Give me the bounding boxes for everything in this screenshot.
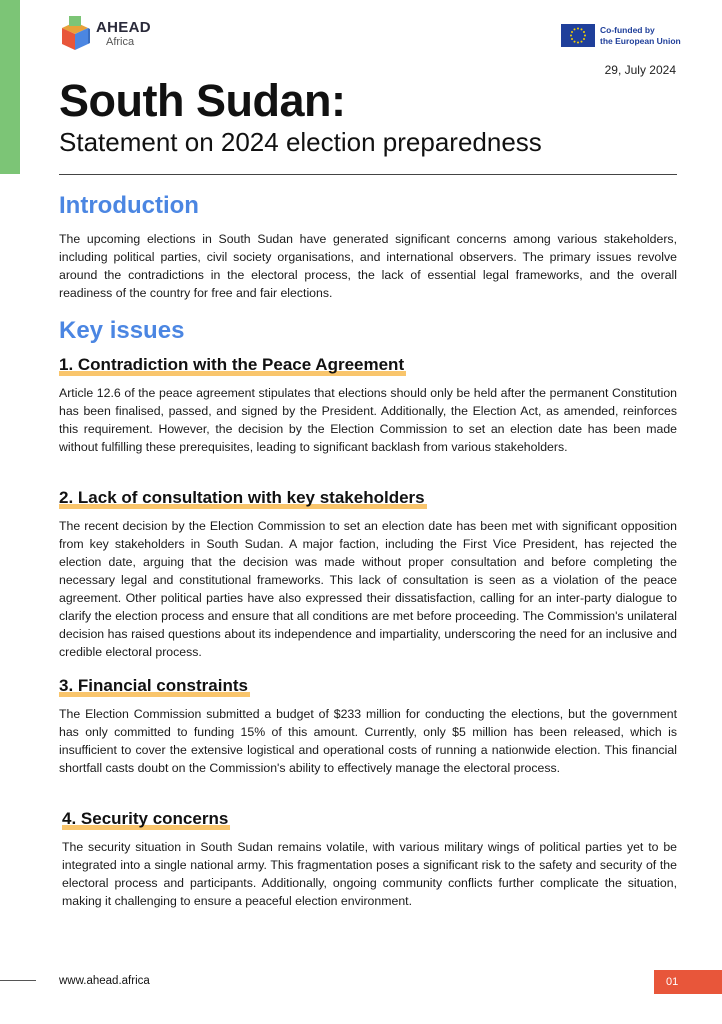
eu-badge-line-2: the European Union — [600, 35, 681, 46]
issue-1-heading-text: 1. Contradiction with the Peace Agreement — [59, 355, 405, 374]
logo-subtitle: Africa — [106, 36, 135, 48]
footer-website-link[interactable]: www.ahead.africa — [59, 975, 150, 987]
issue-1-paragraph: Article 12.6 of the peace agreement stipulates that elections should only be held after the permanent Constitution has been finalised, passed, and signed by the President. Additionally, the Election Act, as amended, reinforces this requirement. However, the decision by the Election Commission to set an election date has been made without fulfilling these prerequisites, leading to significant backlash from various stakeholders. — [59, 386, 677, 454]
issue-3-heading — [59, 676, 250, 696]
issue-1-heading — [59, 355, 406, 375]
issue-2-heading-text: 2. Lack of consultation with key stakeholders — [59, 488, 425, 507]
issue-3-heading-text: 3. Financial constraints — [59, 676, 248, 695]
issue-2-paragraph: The recent decision by the Election Commission to set an election date has been met with significant opposition from key stakeholders in South Sudan. A major faction, including the First Vice President, has rejected the election date, arguing that the decision was made without proper consultation and before completing the necessary legal and constitutional frameworks. This lack of consultation is seen as a violation of the peace agreement. Other political parties have also expressed their dissatisfaction, calling for an inter-party dialogue to clarify the election process and ensure that all conditions are met before proceeding. The Commission's unilateral decision has raised questions about its independence and impartiality, underscoring the need for an inclusive and credible electoral process. — [59, 519, 677, 659]
introduction-heading: Introduction — [59, 192, 199, 219]
key-issues-heading: Key issues — [59, 317, 185, 344]
page-number-badge: 01 — [654, 970, 722, 994]
issue-2-heading — [59, 488, 427, 508]
title-divider — [59, 174, 677, 175]
side-accent-bar — [0, 0, 20, 174]
logo-name: AHEAD — [96, 19, 151, 36]
ballot-box-icon — [60, 16, 90, 52]
ahead-africa-logo — [60, 16, 151, 52]
issue-4-paragraph: The security situation in South Sudan remains volatile, with various military wings of political parties yet to be integrated into a single national army. This fragmentation poses a significant risk to the safety and security of the electoral process and participants. Additionally, ongoing community conflicts further complicate the situation, making it challenging to ensure a peaceful election environment. — [62, 840, 677, 908]
document-subtitle: Statement on 2024 election preparedness — [59, 127, 542, 157]
document-title: South Sudan: — [59, 75, 346, 126]
eu-cofunding-badge — [561, 24, 681, 47]
eu-flag-icon — [561, 24, 595, 47]
footer-rule — [0, 980, 36, 981]
publication-date: 29, July 2024 — [604, 63, 676, 77]
eu-badge-line-1: Co-funded by — [600, 24, 655, 35]
issue-4-heading — [62, 809, 230, 829]
issue-3-paragraph: The Election Commission submitted a budget of $233 million for conducting the elections, but the government has only committed to funding 15% of this amount. Currently, only $5 million has been released, which is insufficient to cover the extensive logistical and operational costs of running a nationwide election. This financial shortfall casts doubt on the Commission's ability to effectively manage the electoral process. — [59, 707, 677, 775]
introduction-paragraph: The upcoming elections in South Sudan have generated significant concerns among various stakeholders, including political parties, civil society organisations, and international observers. The primary issues revolve around the contradictions in the electoral process, the lack of essential legal frameworks, and the overall readiness of the country for free and fair elections. — [59, 232, 677, 300]
issue-4-heading-text: 4. Security concerns — [62, 809, 229, 828]
